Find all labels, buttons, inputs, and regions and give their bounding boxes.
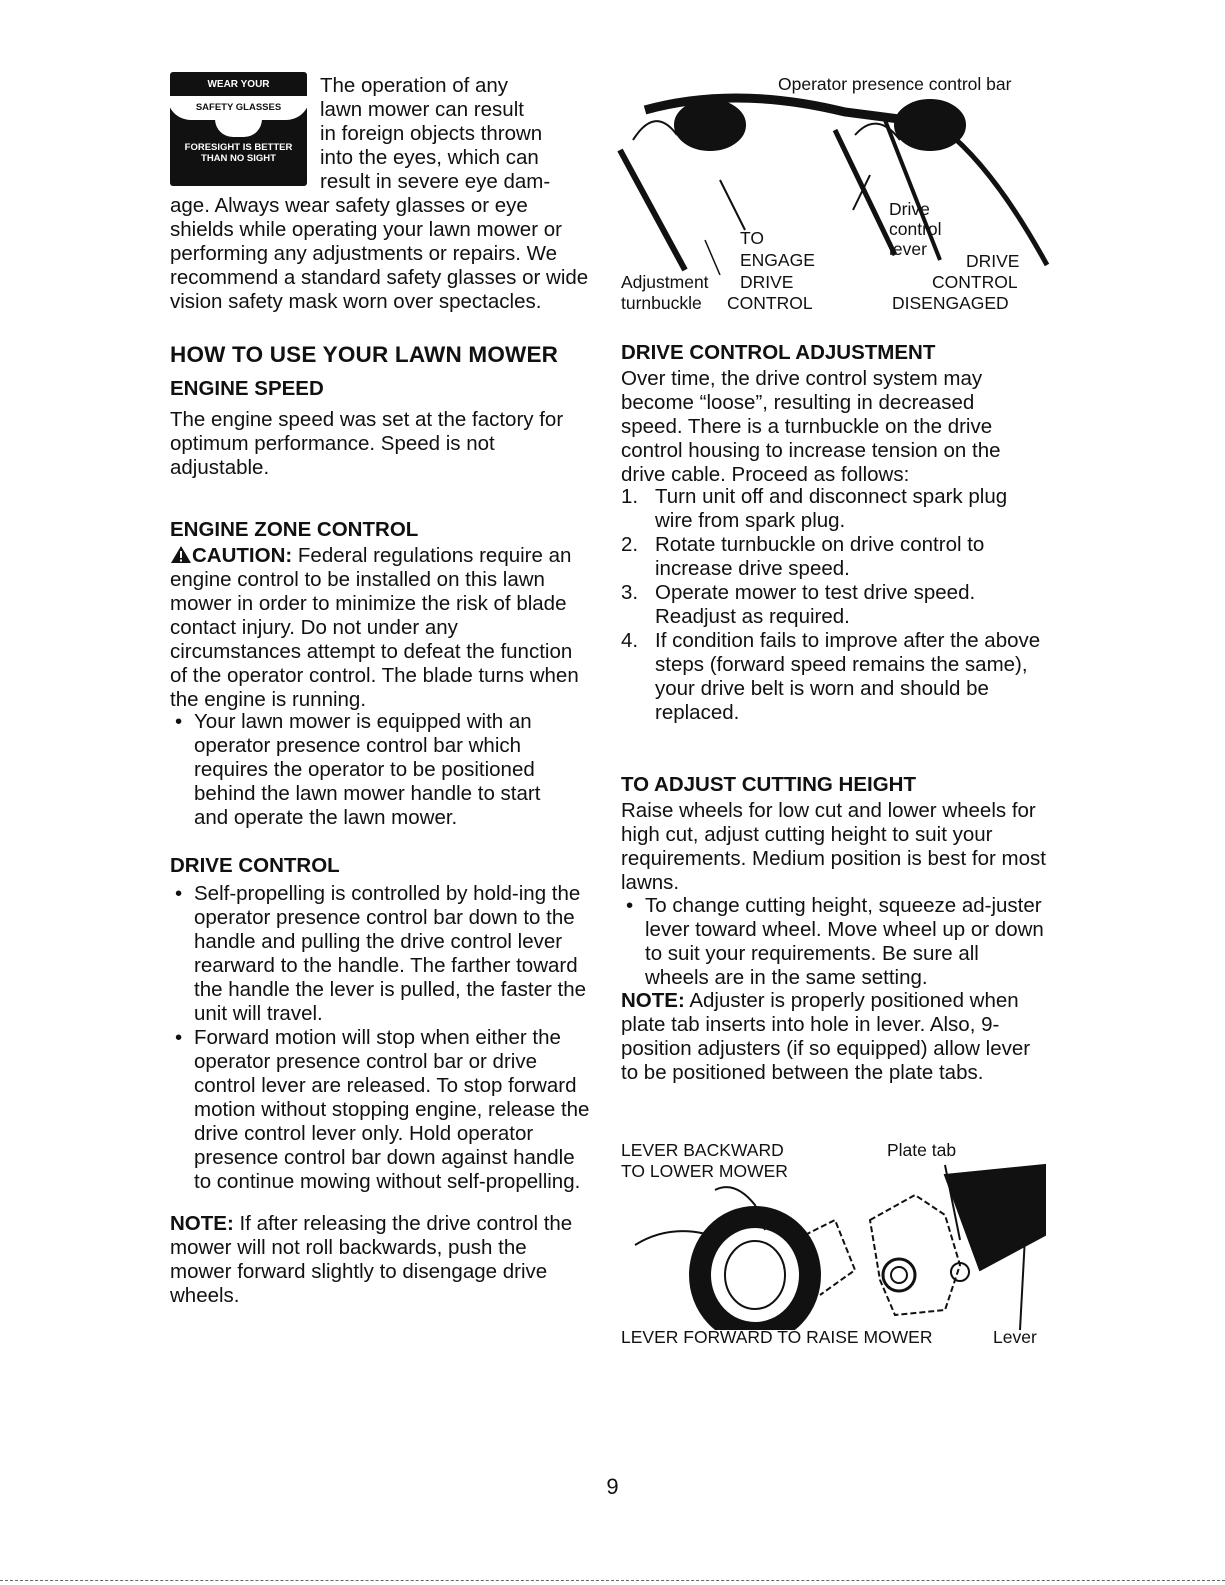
note-text: Adjuster is properly positioned when plate tab inserts into hole in lever. Also, 9-position adjusters (if so equipped) allow lever to be positioned between the plate tabs.: [621, 989, 1031, 1084]
lever-forward-label: LEVER FORWARD TO RAISE MOWER: [621, 1327, 933, 1347]
to-label: TO: [740, 228, 764, 248]
adjustment-label: Adjustment: [621, 272, 709, 292]
list-item: • Forward motion will stop when either the operator presence control bar or drive control lever are released. To stop forward motion without stopping engine, release the drive control lever only. Hold operator presence control bar down against handle to continue mowing without self-propelling.: [175, 1026, 590, 1193]
engine-zone-heading: ENGINE ZONE CONTROL: [170, 518, 419, 541]
intro-line: in foreign objects thrown: [320, 122, 543, 145]
caution-paragraph: [170, 544, 590, 712]
intro-line: The operation of any: [320, 74, 509, 97]
lever-label: Lever: [993, 1327, 1037, 1347]
disengaged-control-label: CONTROL: [932, 272, 1018, 292]
list-item: 3. Operate mower to test drive speed. Readjust as required.: [621, 581, 976, 628]
page-bottom-rule: [0, 1580, 1225, 1581]
drive-adjustment-heading: DRIVE CONTROL ADJUSTMENT: [621, 341, 936, 364]
disengaged-drive-label: DRIVE: [966, 251, 1020, 271]
list-item: • Your lawn mower is equipped with an operator presence control bar which requires the operator to be positioned behind the lawn mower handle to start and operate the lawn mower.: [175, 710, 541, 829]
drive-adjustment-steps: [621, 485, 1041, 725]
cutting-height-text: Raise wheels for low cut and lower wheels for high cut, adjust cutting height to suit your requirements. Medium position is best for most lawns.: [621, 799, 1046, 894]
glasses-icon: [215, 119, 262, 137]
list-item: 1. Turn unit off and disconnect spark plug wire from spark plug.: [621, 485, 1008, 532]
plate-tab-label: Plate tab: [887, 1140, 957, 1160]
caution-text: Federal regulations require an engine control to be installed on this lawn mower in order to minimize the risk of blade contact injury. Do not under any circumstances attempt to defeat the function of the operator control. The blade turns when the engine is running.: [170, 544, 579, 711]
intro-line: lawn mower can result: [320, 98, 524, 121]
lever-backward-label: LEVER BACKWARD: [621, 1140, 784, 1160]
list-item: • To change cutting height, squeeze ad-juster lever toward wheel. Move wheel up or down to suit your requirements. Be sure all wheels are in the same setting.: [626, 894, 1044, 989]
badge-band: [167, 96, 310, 120]
intro-continuation: age. Always wear safety glasses or eye shields while operating your lawn mower or performing any adjustments or repairs. We recommend a standard safety glasses or wide vision safety mask worn over spectacles.: [170, 194, 589, 313]
badge-footer: [170, 142, 307, 164]
drive-control-bullets: [170, 882, 590, 1194]
engine-speed-text: The engine speed was set at the factory for optimum performance. Speed is not adjustable.: [170, 408, 564, 479]
warning-triangle-icon: [170, 545, 192, 564]
page-number: 9: [606, 1474, 619, 1499]
badge-line-foresight: FORESIGHT IS BETTER: [184, 142, 293, 153]
drive-control-note: [170, 1212, 580, 1308]
engage-drive-label: DRIVE: [740, 272, 794, 292]
cutting-height-bullets: [621, 894, 1046, 990]
drive-control-illustration: [615, 90, 1050, 275]
turnbuckle-label: turnbuckle: [621, 293, 702, 313]
operator-bar-label: Operator presence control bar: [778, 74, 1012, 94]
drive-adjustment-text: Over time, the drive control system may become “loose”, resulting in decreased speed. There is a turnbuckle on the drive control housing to increase tension on the drive cable. Proceed as follows:: [621, 367, 1001, 486]
intro-line: into the eyes, which can: [320, 146, 539, 169]
note-text: If after releasing the drive control the mower will not roll backwards, push the mower forward slightly to disengage drive wheels.: [170, 1212, 573, 1307]
caution-label: CAUTION:: [192, 544, 293, 567]
engine-speed-heading: ENGINE SPEED: [170, 377, 324, 400]
cutting-height-note: [621, 989, 1041, 1085]
cutting-height-illustration: [615, 1160, 1050, 1330]
cutting-height-heading: TO ADJUST CUTTING HEIGHT: [621, 773, 916, 796]
drive-control-heading: DRIVE CONTROL: [170, 854, 340, 877]
intro-beside-badge: [320, 74, 600, 194]
note-label: NOTE:: [621, 989, 685, 1012]
engage-control-label: CONTROL: [727, 293, 813, 313]
disengaged-label: DISENGAGED: [892, 293, 1009, 313]
engage-label: ENGAGE: [740, 250, 815, 270]
note-label: NOTE:: [170, 1212, 234, 1235]
how-to-use-title: HOW TO USE YOUR LAWN MOWER: [170, 342, 559, 367]
safety-glasses-badge: [170, 72, 307, 186]
list-item: 4. If condition fails to improve after the above steps (forward speed remains the same), your drive belt is worn and should be replaced.: [621, 629, 1041, 724]
badge-line-no-sight: THAN NO SIGHT: [201, 153, 276, 164]
drive-lever-label: Drive control lever: [889, 199, 942, 259]
badge-line-safety-glasses: SAFETY GLASSES: [195, 102, 282, 113]
badge-line-wear-your: WEAR YOUR: [207, 79, 270, 90]
intro-line: result in severe eye dam-: [320, 170, 551, 193]
engine-zone-bullets: [170, 710, 580, 830]
list-item: 2. Rotate turnbuckle on drive control to increase drive speed.: [621, 533, 985, 580]
lower-mower-label: TO LOWER MOWER: [621, 1161, 788, 1181]
list-item: • Self-propelling is controlled by hold-ing the operator presence control bar down to the handle and pulling the drive control lever rearward to the handle. The farther toward the handle the lever is pulled, the faster the unit will travel.: [175, 882, 587, 1025]
